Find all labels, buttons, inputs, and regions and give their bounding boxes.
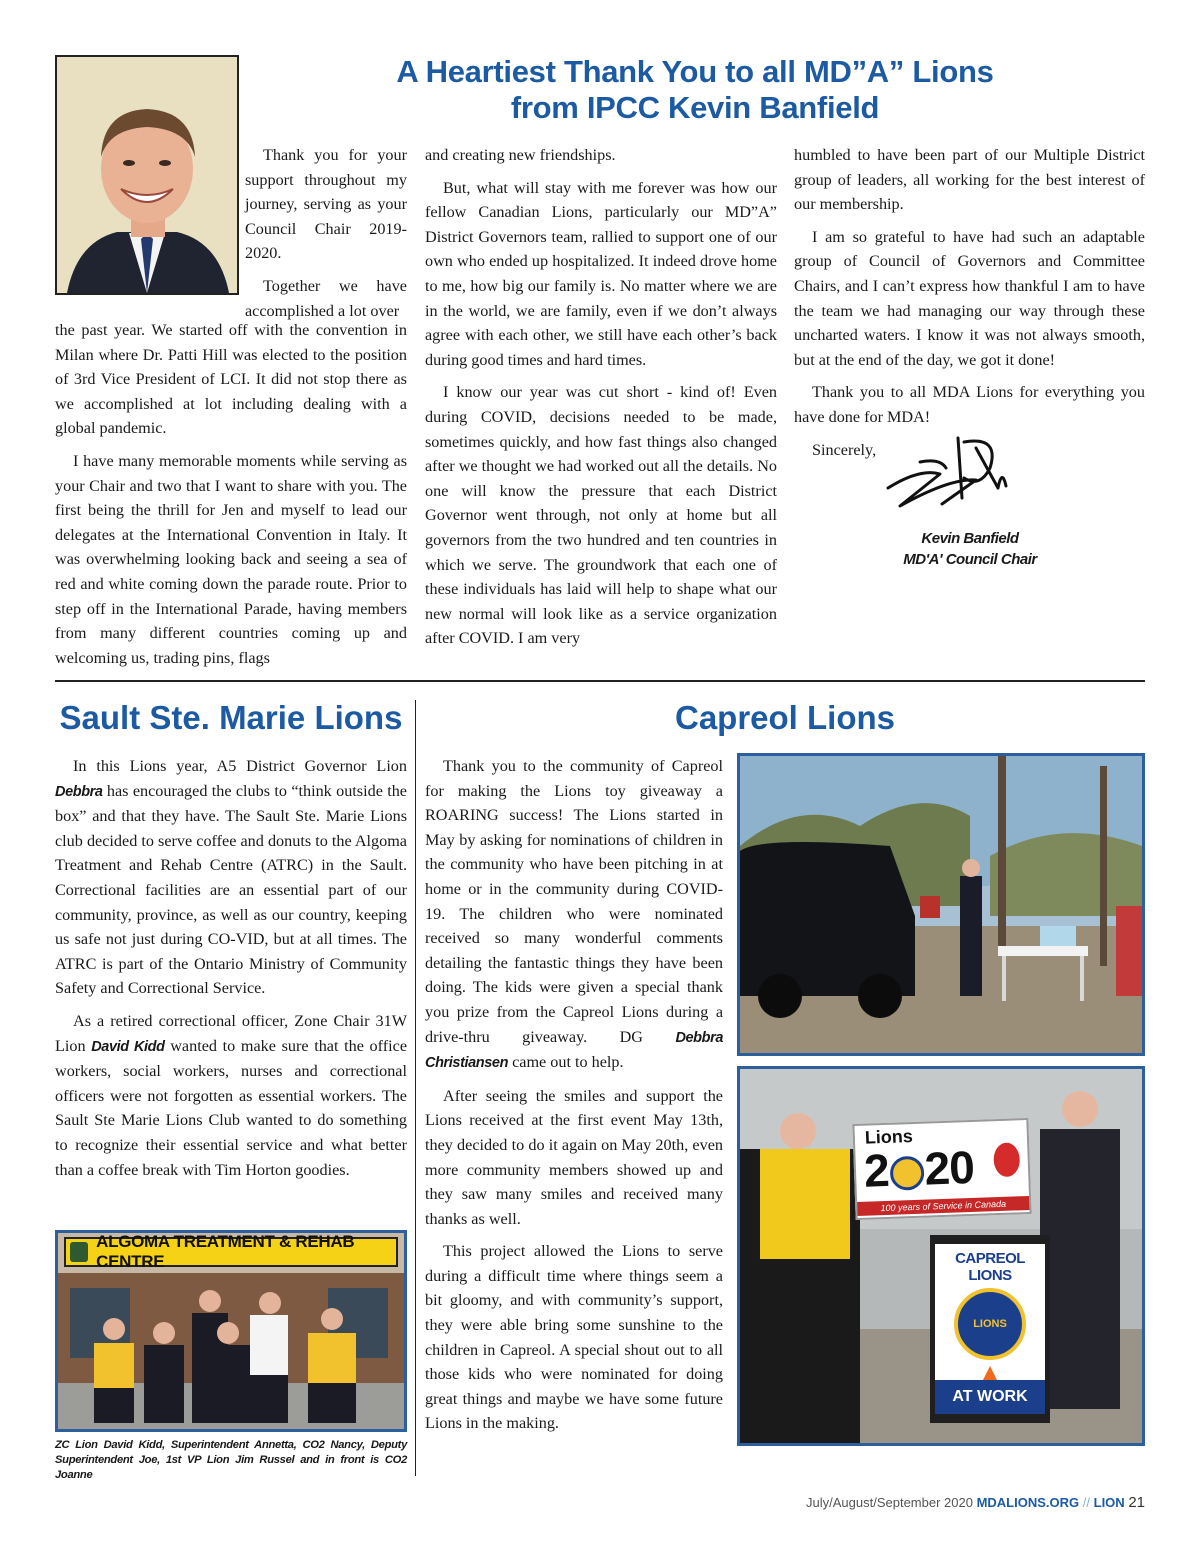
sault-paragraph: In this Lions year, A5 District Governor Lion Debbra has encouraged the clubs to “think outside the box” and that they have. The Sault Ste. Marie Lions club decided to serve coffee and donuts to the Algoma Treatment and Rehab Centre (ATRC) in the Sault. Correctional facilities are an essential part of our community, province, as well as our country, keeping us safe not just during CO-VID, but at all times. The ATRC is part of the Ontario Ministry of Community Safety and Correctional Service. (55, 757, 407, 998)
lions-2020-banner (852, 1118, 1031, 1220)
banner-year: 2 20 (863, 1140, 975, 1197)
ontario-crest-icon (70, 1242, 88, 1262)
headline-line-2: from IPCC Kevin Banfield (510, 90, 880, 125)
capreol-paragraph: After seeing the smiles and support the Lions received at the first event May 13th, they decided to do it again on May 20th, even more community members showed up and they saw many smiles and received many thanks as well. (425, 1086, 723, 1228)
footer-issue: July/August/September 2020 (806, 1495, 973, 1510)
lions-emblem-icon (889, 1155, 924, 1190)
article-paragraph: Thank you for your support throughout my journey, serving as your Council Chair 2019-2020. (245, 146, 407, 263)
article-col2 (425, 143, 777, 659)
banner-lions-text: Lions (864, 1126, 914, 1148)
lions-international-emblem-icon (954, 1288, 1026, 1360)
atrc-sign-text: ALGOMA TREATMENT & REHAB CENTRE (96, 1232, 355, 1271)
capreol-paragraph: This project allowed the Lions to serve during a difficult time where things seem a bit gloomy, and with community’s support, they were able bring some sunshine to the children in Capreol. A special shout out to all those kids who were nominated for doing great things and maybe we have some future Lions in the making. (425, 1242, 723, 1433)
emblem-text: LIONS (973, 1318, 1007, 1330)
kevin-banfield-photo (55, 55, 239, 295)
drive-thru-illustration (740, 756, 1142, 1053)
capreol-title: Capreol Lions (674, 699, 896, 736)
footer-site: MDALIONS.ORG (976, 1495, 1080, 1510)
article-paragraph: I am so grateful to have had such an adaptable group of Council of Governors and Committee Chairs, and I can’t express how thankful I am to have the team we had managing our way through these uncharted waters. I know it was not always smooth, but at the end of the day, we got it done! (794, 227, 1145, 369)
headline-line-1: A Heartiest Thank You to all MD”A” Lions (396, 54, 994, 89)
capreol-paragraph: Thank you to the community of Capreol for making the Lions toy giveaway a ROARING success! The Lions started in May by asking for nominations of children in the community who have been pitching in at home or in the community during COVID-19. The children who were nominated received so many wonderful comments detailing the fantastic things they have been doing. The kids were given a special thank you prize from the Capreol Lions during a drive-thru giveaway. DG Debbra Christiansen came out to help. (425, 757, 723, 1072)
article-paragraph: I have many memorable moments while serving as your Chair and two that I want to share with you. The first being the thrill for Jen and myself to lead our delegates at the International Convention in Italy. It was overwhelming looking back and seeing a sea of red and white coming down the parade route. Prior to step off in the International Parade, having members from many different countries coming up and welcoming us, trading pins, flags (55, 451, 407, 667)
drive-thru-photo (737, 753, 1145, 1056)
column-divider (415, 700, 416, 1476)
sign-bottom-text: AT WORK (935, 1380, 1045, 1414)
signature-scribble (880, 428, 1010, 518)
page-footer (806, 1494, 1145, 1511)
article-paragraph: I know our year was cut short - kind of! Even during COVID, decisions needed to be made, sometimes quickly, and how fast things also changed after we thought we had worked out all the details. No one will know the pressure that each District Governor went through, not only at home but all governors from the two hundred and ten countries in which we serve. The groundwork that each one of these individuals has laid will help to shape what our new normal will look like as a service organization after COVID. I am very (425, 383, 777, 648)
article-paragraph: Thank you to all MDA Lions for everything you have done for MDA! (794, 383, 1145, 426)
capreol-lions-sign (932, 1241, 1048, 1417)
bold-name: Debbra (55, 783, 103, 800)
sign-top-text: CAPREOL LIONS (955, 1250, 1025, 1284)
sault-title: Sault Ste. Marie Lions (59, 699, 403, 736)
article-paragraph: humbled to have been part of our Multiple District group of leaders, all working for the best interest of our membership. (794, 146, 1145, 214)
article-paragraph: the past year. We started off with the convention in Milan where Dr. Patti Hill was elected to the position of 3rd Vice President of LCI. It did not stop there as we accomplished at lot including dealing with a global pandemic. (55, 321, 407, 438)
atrc-group-photo (55, 1230, 407, 1432)
atrc-sign (64, 1232, 398, 1271)
headline (250, 54, 1140, 126)
atrc-photo-caption: ZC Lion David Kidd, Superintendent Annetta, CO2 Nancy, Deputy Superintendent Joe, 1st VP Lion Jim Russel and in front is CO2 Joanne (55, 1439, 407, 1481)
article-col1-full (55, 318, 407, 678)
bold-name: David Kidd (91, 1038, 165, 1055)
article-paragraph: and creating new friendships. (425, 146, 616, 164)
article-col1-wrap (245, 143, 407, 323)
bold-name: Debbra Christiansen (425, 1029, 723, 1072)
banner-subtitle: 100 years of Service in Canada (857, 1196, 1029, 1216)
section-divider (55, 680, 1145, 682)
signature-block (850, 528, 1090, 570)
footer-separator: // (1082, 1495, 1090, 1510)
signature-name: Kevin Banfield (921, 530, 1019, 547)
page-number: 21 (1128, 1494, 1145, 1511)
lions-2020-photo (737, 1066, 1145, 1446)
article-col3 (794, 143, 1145, 470)
sault-story (55, 754, 407, 1190)
article-paragraph: Together we have accomplished a lot over (245, 276, 407, 320)
sault-paragraph: As a retired correctional officer, Zone Chair 31W Lion David Kidd wanted to make sure that the office workers, social workers, nurses and correctional officers were not forgotten as essential workers. The Sault Ste Marie Lions Club wanted to do something to recognize their essential service and what better than a coffee break with Tim Horton goodies. (55, 1011, 408, 1179)
portrait-illustration (57, 57, 237, 293)
article-paragraph: But, what will stay with me forever was how our fellow Canadian Lions, particularly our MD”A” District Governors team, rallied to support one of our own who ended up hospitalized. It indeed drove home to me, how big our family is. No matter where we are in the world, we are family, even if we don’t always agree with each other, we still have each other’s back during good times and hard times. (425, 178, 777, 369)
footer-magazine: LION (1093, 1495, 1125, 1510)
signature-title: MD'A' Council Chair (903, 551, 1037, 568)
capreol-story (425, 754, 723, 1444)
closing-sincerely: Sincerely, (812, 440, 877, 459)
canada-flag-icon (993, 1142, 1020, 1177)
